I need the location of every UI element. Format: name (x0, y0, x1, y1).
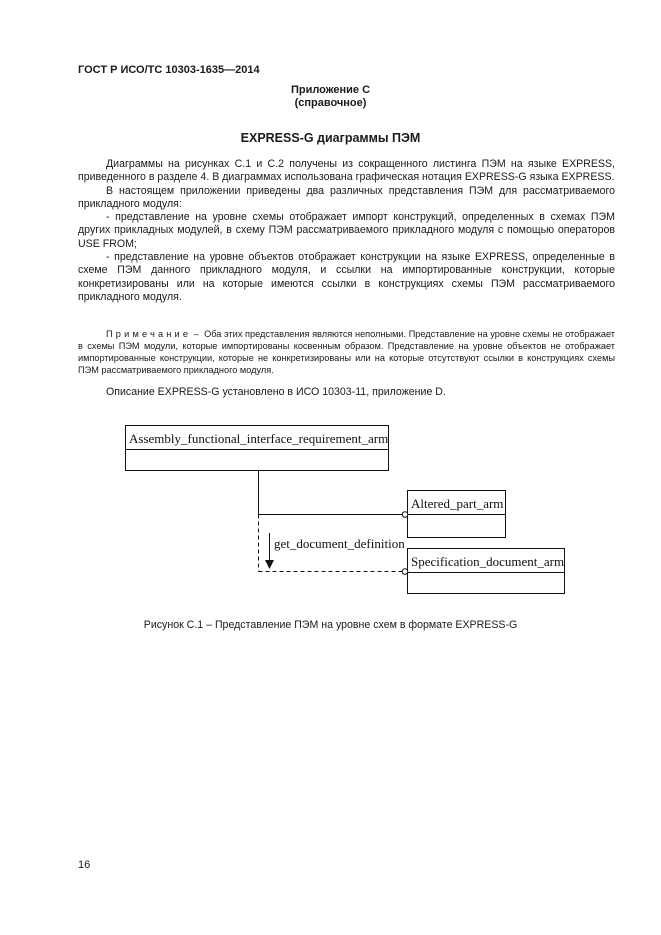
annex-title: Приложение С (290, 84, 371, 96)
schema-box-altered (408, 491, 506, 538)
schema-name-main: Assembly_functional_interface_requirement_arm (129, 431, 389, 446)
paragraph: В настоящем приложении приведены два различных представления ПЭМ для рассматриваемого прикладного модуля: (78, 184, 615, 210)
schema-name-specification: Specification_document_arm (411, 554, 565, 569)
schema-name-altered: Altered_part_arm (411, 496, 504, 511)
arrow-down-icon (265, 560, 274, 569)
schema-box-specification (408, 549, 565, 594)
relationship-end-circle (402, 569, 408, 575)
paragraph: - представление на уровне схемы отображает импорт конструкций, определенных в схемах ПЭМ других прикладных модулей, в схему ПЭМ рассматриваемого прикладного модуля с помощью операторов USE FROM; (78, 211, 615, 250)
paragraph: Диаграммы на рисунках С.1 и С.2 получены из сокращенного листинга ПЭМ на языке EXPRESS, приведенного в разделе 4. В диаграммах использована графическая нотация EXPRESS-G языка EXPRESS. (78, 158, 615, 184)
note-dash: – (193, 329, 199, 339)
note-label: Примечание (106, 329, 192, 339)
schema-box-main (126, 426, 389, 471)
document-header: ГОСТ Р ИСО/ТС 10303-1635—2014 (78, 64, 260, 76)
relationship-end-circle (402, 512, 408, 518)
section-title: EXPRESS-G диаграммы ПЭМ (240, 131, 421, 145)
use-from-relationship (259, 471, 408, 518)
note-text: Оба этих представления являются неполными. Представление на уровне схемы не отображает в схемы ПЭМ модули, которые импортированы косвенным образом. Представление на уровне объектов не отображает импортированные конструкции, которые не конкретизированы или на которые отсутствуют ссылки в конструкциях схемы ПЭМ рассматриваемого прикладного модуля. (78, 329, 615, 375)
annex-subtitle: (справочное) (294, 97, 367, 109)
paragraph: - представление на уровне объектов отображает конструкции на языке EXPRESS, определенные в схеме ПЭМ данного прикладного модуля, и ссылки на импортированные конструкции, которые конкретизированы или на которые имеются ссылки в конструкциях схемы ПЭМ рассматриваемого прикладного модуля. (78, 251, 615, 303)
figure-caption: Рисунок С.1 – Представление ПЭМ на уровне схем в формате EXPRESS-G (143, 619, 518, 631)
description-text: Описание EXPRESS-G установлено в ИСО 10303-11, приложение D. (106, 386, 446, 398)
reference-from-relationship (259, 515, 408, 575)
reference-label: get_document_definition (274, 536, 405, 551)
page-number: 16 (78, 859, 91, 871)
